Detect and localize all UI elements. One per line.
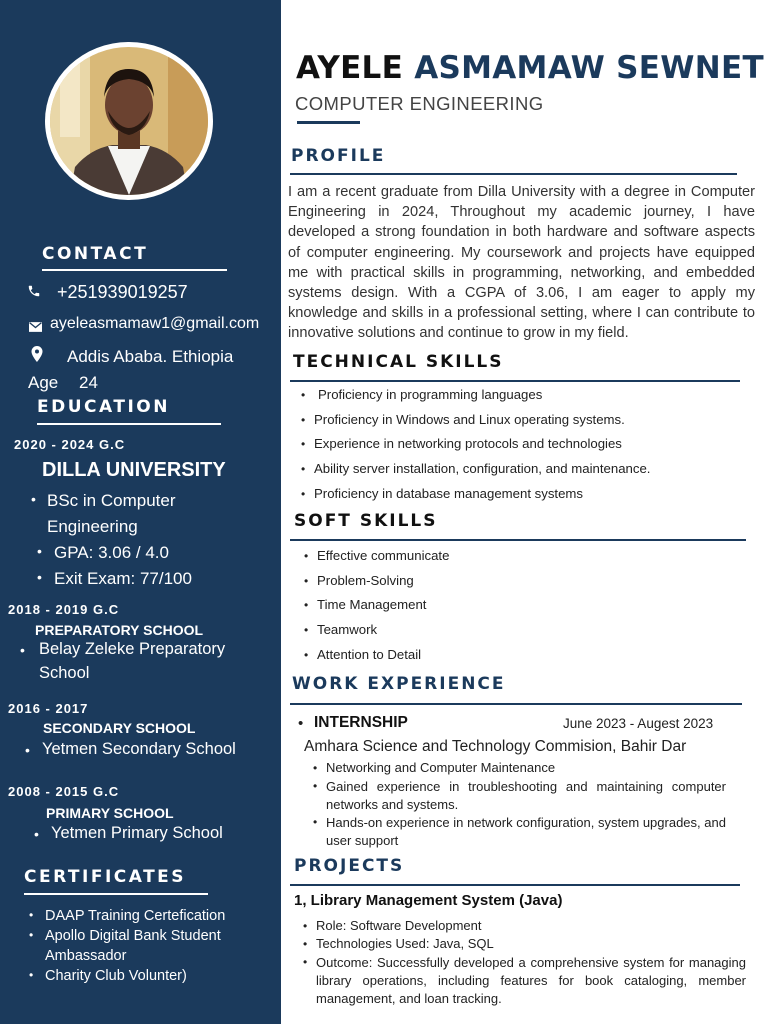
edu-school-primary: PRIMARY SCHOOL (46, 805, 174, 821)
bullet: • (31, 491, 36, 507)
edu-school-preparatory: PREPARATORY SCHOOL (35, 622, 204, 638)
certificate-item: Charity Club Volunter) (45, 968, 187, 984)
bullet: • (29, 968, 34, 982)
title-underline (297, 121, 360, 124)
edu-item: Belay Zeleke Preparatory School (39, 640, 226, 682)
first-name: AYELE (296, 50, 404, 86)
technical-skill-item: Proficiency in programming languages (318, 387, 543, 402)
technical-skill-item: Proficiency in Windows and Linux operating systems. (314, 412, 625, 427)
project-title: 1, Library Management System (Java) (294, 892, 563, 909)
contact-phone[interactable]: +251939019257 (57, 282, 188, 302)
bullet: • (304, 549, 309, 563)
certificates-heading: CERTIFICATES (24, 867, 187, 887)
edu-item: BSc in Computer Engineering (47, 491, 176, 536)
bullet: • (303, 937, 308, 951)
certificates-divider (24, 893, 208, 895)
soft-skill-item: Time Management (317, 597, 427, 612)
bullet: • (304, 598, 309, 612)
project-item: Outcome: Successfully developed a comprehensive system for managing library operations, including features for book cataloging, member management, and loan tracking. (316, 955, 746, 1006)
portrait-image (50, 47, 208, 195)
job-title: COMPUTER ENGINEERING (295, 93, 544, 114)
edu-date-preparatory: 2018 - 2019 G.C (8, 602, 120, 617)
education-divider (37, 423, 221, 425)
edu-date-university: 2020 - 2024 G.C (14, 437, 126, 452)
soft-skill-item: Problem-Solving (317, 573, 414, 588)
bullet: • (303, 919, 308, 933)
avatar (50, 47, 208, 195)
edu-date-secondary: 2016 - 2017 (8, 701, 89, 716)
technical-skills-heading: TECHNICAL SKILLS (293, 352, 504, 372)
education-heading: EDUCATION (37, 397, 170, 417)
work-item: Networking and Computer Maintenance (326, 760, 556, 775)
bullet: • (313, 815, 318, 829)
work-experience-heading: WORK EXPERIENCE (292, 674, 506, 694)
age-label: Age (28, 373, 59, 392)
projects-divider (290, 884, 740, 886)
sidebar (0, 0, 281, 1024)
bullet: • (25, 742, 30, 758)
work-title: INTERNSHIP (314, 714, 408, 731)
bullet: • (37, 543, 42, 559)
bullet: • (301, 413, 306, 427)
bullet: • (301, 462, 306, 476)
soft-skills-divider (290, 539, 746, 541)
profile-heading: PROFILE (291, 146, 386, 166)
bullet: • (304, 574, 309, 588)
project-item: Role: Software Development (316, 918, 482, 933)
soft-skill-item: Effective communicate (317, 548, 450, 563)
work-dates: June 2023 - Augest 2023 (563, 716, 714, 731)
bullet: • (313, 761, 318, 775)
bullet: • (29, 908, 34, 922)
edu-item: GPA: 3.06 / 4.0 (54, 543, 169, 562)
bullet: • (304, 623, 309, 637)
bullet: • (303, 955, 308, 969)
contact-divider (42, 269, 227, 271)
soft-skills-heading: SOFT SKILLS (294, 511, 438, 531)
bullet: • (313, 779, 318, 793)
contact-heading: CONTACT (42, 244, 149, 264)
phone-icon (27, 284, 41, 303)
bullet: • (37, 569, 42, 585)
technical-skill-item: Ability server installation, configuration, and maintenance. (314, 461, 651, 476)
profile-divider (290, 173, 737, 175)
last-name: ASMAMAW SEWNET (414, 50, 764, 86)
edu-item: Yetmen Primary School (51, 824, 223, 842)
bullet: • (34, 826, 39, 842)
work-experience-divider (290, 703, 742, 705)
edu-school-university: DILLA UNIVERSITY (42, 459, 226, 481)
work-item: Hands-on experience in network configuration, system upgrades, and user support (326, 815, 726, 848)
edu-item: Exit Exam: 77/100 (54, 569, 192, 588)
profile-text: I am a recent graduate from Dilla University with a degree in Computer Engineering in 2024, Throughout my academic journey, I have developed a strong foundation in both hardware and software aspects of computer engineering. My coursework and projects have equipped me with practical skills in programming, networking, and embedded systems design. With a CGPA of 3.06, I am eager to apply my knowledge and skills in a professional setting, where I can contribute to innovative solutions and continue to grow in my field. (288, 184, 755, 342)
bullet: • (20, 642, 25, 658)
profile-photo (45, 42, 213, 200)
envelope-icon (29, 319, 42, 337)
work-item: Gained experience in troubleshooting and maintaining computer networks and systems. (326, 779, 726, 812)
bullet: • (298, 715, 304, 732)
bullet: • (301, 388, 306, 402)
contact-email[interactable]: ayeleasmamaw1@gmail.com (50, 315, 260, 332)
technical-skill-item: Experience in networking protocols and technologies (314, 436, 622, 451)
edu-school-secondary: SECONDARY SCHOOL (43, 720, 196, 736)
technical-skills-divider (290, 380, 740, 382)
soft-skill-item: Teamwork (317, 622, 378, 637)
bullet: • (301, 487, 306, 501)
work-organization: Amhara Science and Technology Commision, Bahir Dar (304, 738, 687, 755)
edu-date-primary: 2008 - 2015 G.C (8, 784, 120, 799)
certificate-item: Apollo Digital Bank Student Ambassador (45, 928, 221, 964)
age-value: 24 (79, 373, 98, 392)
person-name (296, 50, 764, 86)
technical-skill-item: Proficiency in database management systems (314, 486, 584, 501)
bullet: • (29, 928, 34, 942)
projects-heading: PROJECTS (294, 856, 405, 876)
soft-skill-item: Attention to Detail (317, 647, 422, 662)
bullet: • (304, 648, 309, 662)
certificate-item: DAAP Training Certefication (45, 908, 226, 924)
contact-address: Addis Ababa. Ethiopia (67, 347, 234, 366)
project-item: Technologies Used: Java, SQL (316, 936, 494, 951)
location-pin-icon (31, 346, 43, 367)
edu-item: Yetmen Secondary School (42, 740, 236, 758)
bullet: • (301, 437, 306, 451)
